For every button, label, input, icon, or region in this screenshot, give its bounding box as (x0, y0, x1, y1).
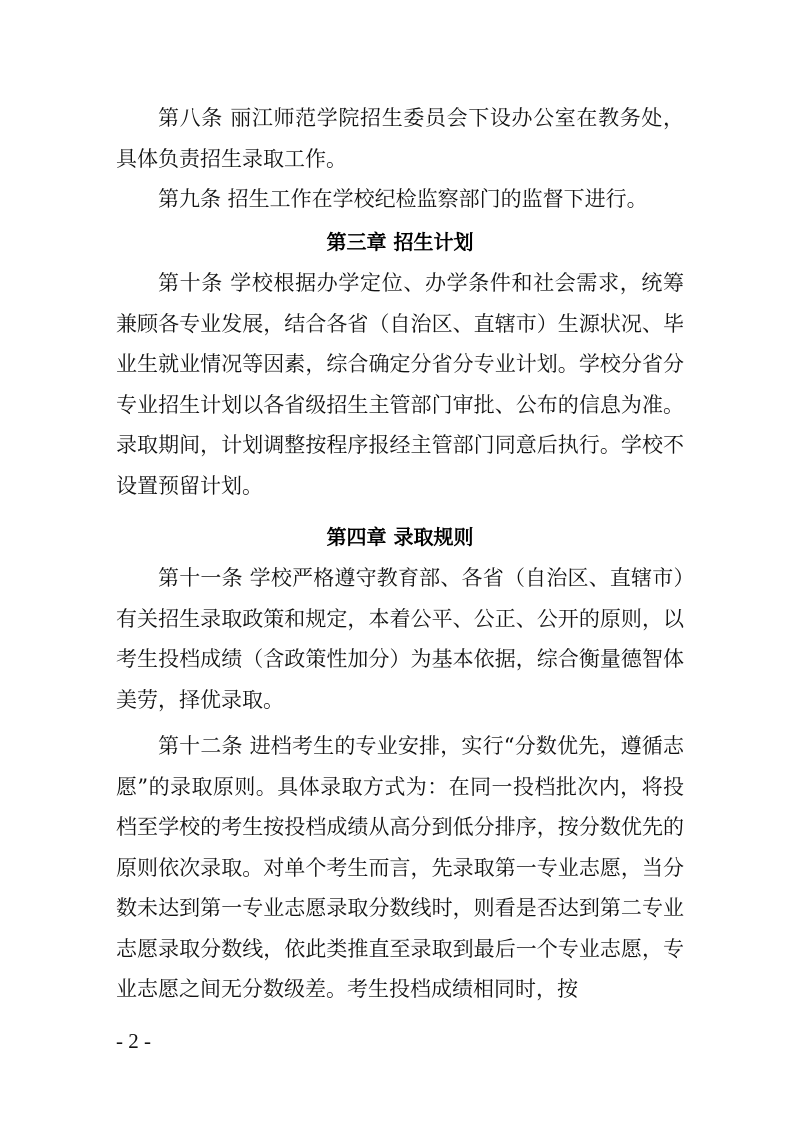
chapter-3-heading: 第三章 招生计划 (326, 230, 474, 254)
chapter-4-heading: 第四章 录取规则 (326, 525, 474, 549)
article-11-paragraph: 第十一条 学校严格遵守教育部、各省（自治区、直辖市）有关招生录取政策和规定，本着公平、公正、公开的原则，以考生投档成绩（含政策性加分）为基本依据，综合衡量德智体美劳，择优录取。 (116, 566, 684, 712)
article-8-paragraph: 第八条 丽江师范学院招生委员会下设办公室在教务处，具体负责招生录取工作。 (116, 106, 684, 171)
article-10-paragraph: 第十条 学校根据办学定位、办学条件和社会需求，统筹兼顾各专业发展，结合各省（自治区、直辖市）生源状况、毕业生就业情况等因素，综合确定分省分专业计划。学校分省分专业招生计划以各省级招生主管部门审批、公布的信息为准。录取期间，计划调整按程序报经主管部门同意后执行。学校不设置预留计划。 (116, 271, 684, 498)
article-9-paragraph: 第九条 招生工作在学校纪检监察部门的监督下进行。 (158, 187, 648, 211)
article-12-paragraph: 第十二条 进档考生的专业安排，实行“分数优先，遵循志愿”的录取原则。具体录取方式为：在同一投档批次内，将投档至学校的考生按投档成绩从高分到低分排序，按分数优先的原则依次录取。对单个考生而言，先录取第一专业志愿，当分数未达到第一专业志愿录取分数线时，则看是否达到第二专业志愿录取分数线，依此类推直至录取到最后一个专业志愿，专业志愿之间无分数级差。考生投档成绩相同时，按 (116, 734, 684, 1001)
page-number: - 2 - (116, 1029, 151, 1053)
